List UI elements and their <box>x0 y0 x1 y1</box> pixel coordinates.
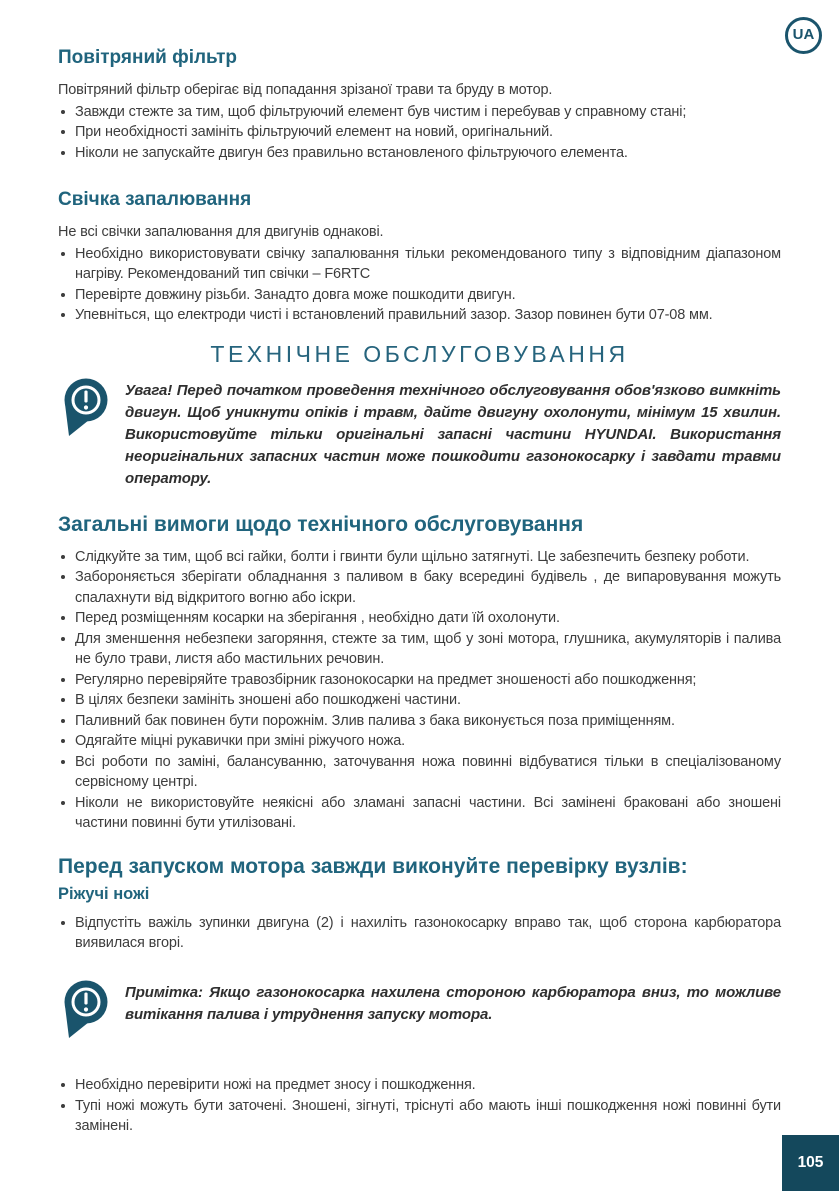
section-pre-start-check <box>58 854 781 1137</box>
spark-plug-intro: Не всі свічки запалювання для двигунів однакові. <box>58 224 384 240</box>
list-item: Завжди стежте за тим, щоб фільтруючий елемент був чистим і перебував у справному стані; <box>58 102 781 123</box>
list-item: Всі роботи по заміні, балансуванню, заточування ножа повинні відбуватися тільки в спеціалізованому сервісному центрі. <box>58 752 781 793</box>
note-icon <box>61 980 108 1046</box>
section-general-requirements <box>58 512 781 834</box>
list-item: Слідкуйте за тим, щоб всі гайки, болти і гвинти були щільно затягнуті. Це забезпечить безпеку роботи. <box>58 547 781 568</box>
exclamation-bubble-icon <box>61 378 108 437</box>
general-requirements-list <box>58 547 781 834</box>
air-filter-list <box>58 102 781 164</box>
page-number-badge <box>782 1135 839 1191</box>
list-item: Перевірте довжину різьби. Занадто довга може пошкодити двигун. <box>58 285 781 306</box>
list-item: Тупі ножі можуть бути заточені. Зношені, зігнуті, тріснуті або мають інші пошкодження ножі повинні бути замінені. <box>58 1096 781 1137</box>
list-item: Забороняється зберігати обладнання з паливом в баку всередині будівель , де випаровування можуть спалахнути від відкритого вогню або іскри. <box>58 567 781 608</box>
section-heading-general-requirements: Загальні вимоги щодо технічного обслуговування <box>58 512 584 536</box>
warning-callout <box>58 378 781 490</box>
list-item: При необхідності замініть фільтруючий елемент на новий, оригінальний. <box>58 122 781 143</box>
list-item: Упевніться, що електроди чисті і встановлений правильний зазор. Зазор повинен бути 07-08 мм. <box>58 305 781 326</box>
list-item: Одягайте міцні рукавички при зміні ріжучого ножа. <box>58 731 781 752</box>
section-heading-spark-plug: Свічка запалювання <box>58 189 252 210</box>
spark-plug-list <box>58 244 781 326</box>
blade-check-list <box>58 1075 781 1137</box>
list-item: Ніколи не використовуйте неякісні або зламані запасні частини. Всі замінені браковані або зношені частини повинні бути утилізовані. <box>58 793 781 834</box>
subheading-cutting-blades: Ріжучі ножі <box>58 884 150 903</box>
page-title: ТЕХНІЧНЕ ОБСЛУГОВУВАННЯ <box>210 340 629 367</box>
warning-icon <box>61 378 108 444</box>
list-item: Необхідно перевірити ножі на предмет зносу і пошкодження. <box>58 1075 781 1096</box>
list-item: В цілях безпеки замініть зношені або пошкоджені частини. <box>58 690 781 711</box>
list-item: Необхідно використовувати свічку запалювання тільки рекомендованого типу з відповідним діапазоном нагріву. Рекомендований тип свічки – F6RTC <box>58 244 781 285</box>
air-filter-intro: Повітряний фільтр оберігає від попадання зрізаної трави та бруду в мотор. <box>58 82 553 98</box>
cutting-blades-list <box>58 913 781 954</box>
language-badge-label: UA <box>792 26 815 44</box>
list-item: Відпустіть важіль зупинки двигуна (2) і нахиліть газонокосарку вправо так, щоб сторона карбюратора виявилася вгорі. <box>58 913 781 954</box>
list-item: Для зменшення небезпеки загоряння, стежте за тим, щоб у зоні мотора, глушника, акумуляторів і палива не було трави, листя або мастильних речовин. <box>58 629 781 670</box>
section-heading-air-filter: Повітряний фільтр <box>58 47 237 68</box>
list-item: Регулярно перевіряйте травозбірник газонокосарки на предмет зношеності або пошкодження; <box>58 670 781 691</box>
list-item: Паливний бак повинен бути порожнім. Злив палива з бака виконується поза приміщенням. <box>58 711 781 732</box>
page-number: 105 <box>797 1153 824 1171</box>
note-text: Примітка: Якщо газонокосарка нахилена стороною карбюратора вниз, то можливе витікання палива і утруднення запуску мотора. <box>125 983 781 1023</box>
section-heading-pre-start: Перед запуском мотора завжди виконуйте перевірку вузлів: <box>58 854 688 878</box>
list-item: Перед розміщенням косарки на зберігання , необхідно дати їй охолонути. <box>58 608 781 629</box>
section-air-filter <box>58 46 781 163</box>
exclamation-bubble-icon <box>61 980 108 1039</box>
language-badge <box>785 17 822 54</box>
list-item: Ніколи не запускайте двигун без правильно встановленого фільтруючого елемента. <box>58 143 781 164</box>
section-spark-plug <box>58 188 781 326</box>
note-callout <box>58 980 781 1046</box>
warning-text: Увага! Перед початком проведення технічного обслуговування обов'язково вимкніть двигун. Щоб уникнути опіків і травм, дайте двигуну охолонути, мінімум 15 хвилин. Використовуйте тільки оригінальні запасні частини HYUNDAI. Використання неоригінальних запасних частин може пошкодити газонокосарку і завдати травми оператору. <box>125 381 781 487</box>
